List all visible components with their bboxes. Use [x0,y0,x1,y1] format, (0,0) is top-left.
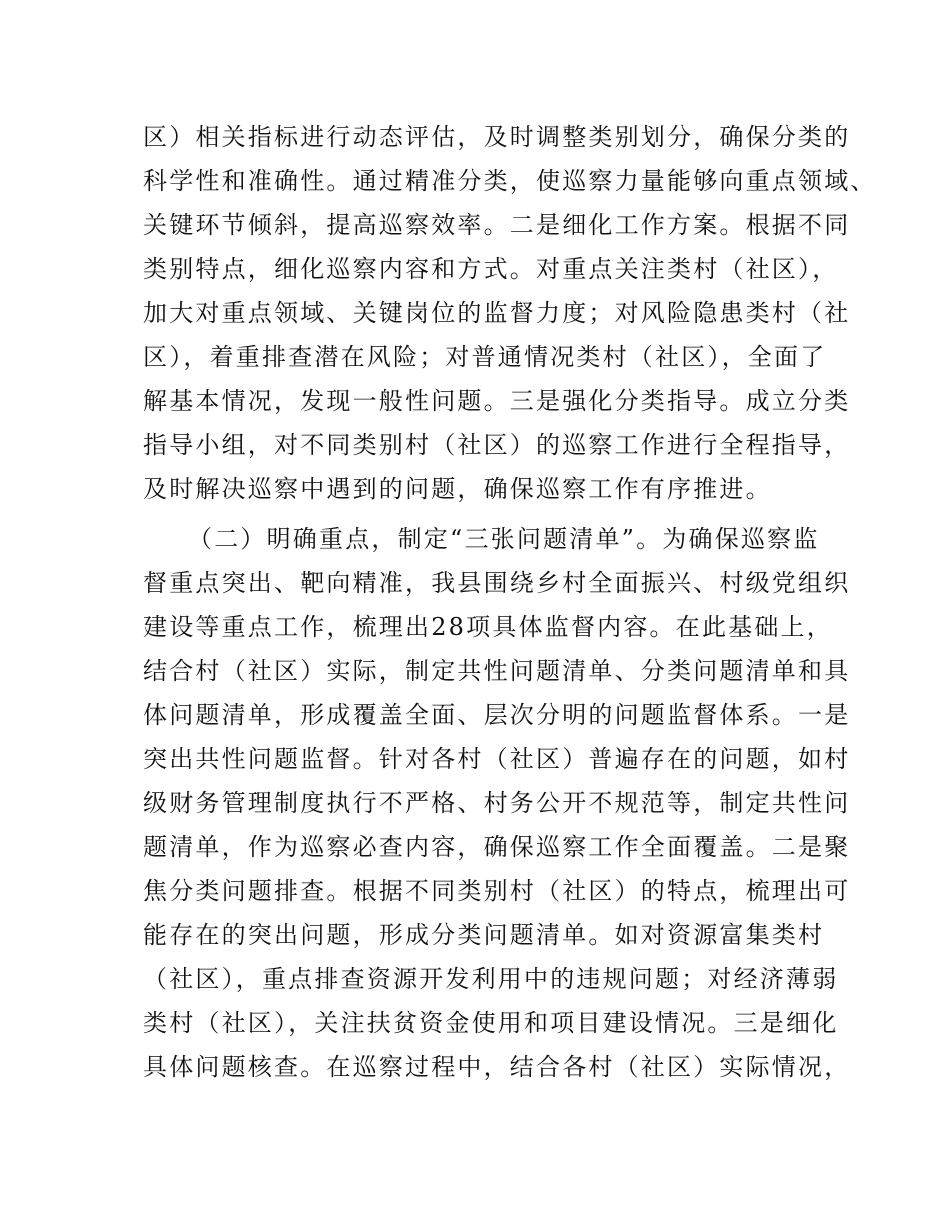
paragraph-1-line-2: 科学性和准确性。通过精准分类，使巡察力量能够向重点领域、 [143,167,877,195]
paragraph-2-line-1: （二）明确重点，制定“三张问题清单”。为确保巡察监 [188,525,820,553]
paragraph-2-line-6: 突出共性问题监督。针对各村（社区）普遍存在的问题，如村 [143,745,851,773]
paragraph-2-line-8: 题清单，作为巡察必查内容，确保巡察工作全面覆盖。二是聚 [143,833,851,861]
paragraph-1-line-5: 加大对重点领域、关键岗位的监督力度；对风险隐患类村（社 [143,299,851,327]
paragraph-2-line-12: 类村（社区），关注扶贫资金使用和项目建设情况。三是细化 [143,1009,839,1037]
paragraph-2-line-5: 体问题清单，形成覆盖全面、层次分明的问题监督体系。一是 [143,701,851,729]
paragraph-2-line-13: 具体问题核查。在巡察过程中，结合各村（社区）实际情况， [143,1053,851,1081]
paragraph-2-line-9: 焦分类问题排查。根据不同类别村（社区）的特点，梳理出可 [143,877,851,905]
paragraph-2-line-10: 能存在的突出问题，形成分类问题清单。如对资源富集类村 [143,921,825,949]
paragraph-1-line-4: 类别特点，细化巡察内容和方式。对重点关注类村（社区）， [143,255,839,283]
paragraph-2-line-11: （社区），重点排查资源开发利用中的违规问题；对经济薄弱 [143,965,839,993]
paragraph-1-line-9: 及时解决巡察中遇到的问题，确保巡察工作有序推进。 [143,475,772,503]
paragraph-2-line-4: 结合村（社区）实际，制定共性问题清单、分类问题清单和具 [143,657,851,685]
paragraph-1-line-8: 指导小组，对不同类别村（社区）的巡察工作进行全程指导， [143,431,851,459]
paragraph-1-line-3: 关键环节倾斜，提高巡察效率。二是细化工作方案。根据不同 [143,211,851,239]
paragraph-2-line-2: 督重点突出、靶向精准，我县围绕乡村全面振兴、村级党组织 [143,569,851,597]
paragraph-2-line-7: 级财务管理制度执行不严格、村务公开不规范等，制定共性问 [143,789,851,817]
paragraph-1-line-1: 区）相关指标进行动态评估，及时调整类别划分，确保分类的 [143,123,851,151]
paragraph-2-line-3: 建设等重点工作，梳理出28项具体监督内容。在此基础上， [143,613,833,641]
paragraph-1-line-6: 区），着重排查潜在风险；对普通情况类村（社区），全面了 [143,343,827,371]
paragraph-1-line-7: 解基本情况，发现一般性问题。三是强化分类指导。成立分类 [143,387,851,415]
